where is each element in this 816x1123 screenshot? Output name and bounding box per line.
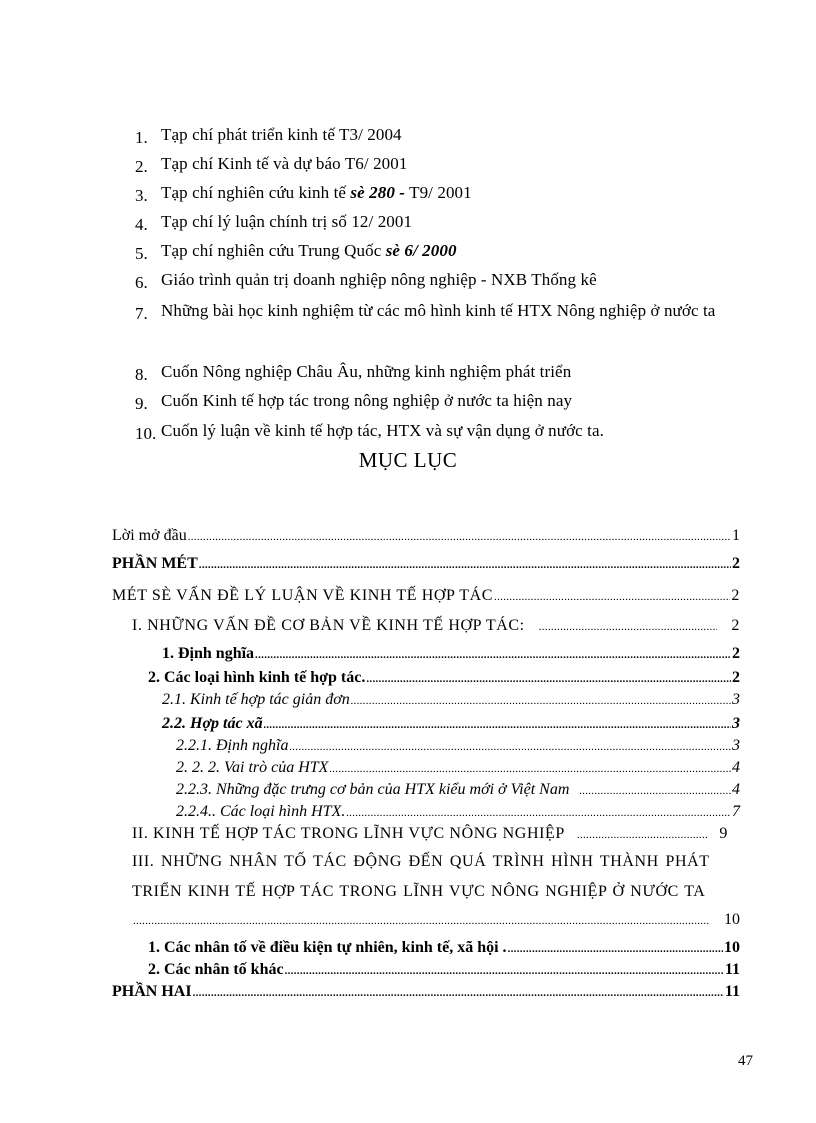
toc-leader-dots <box>255 644 731 666</box>
reference-item <box>135 120 402 149</box>
toc-entry-label: III. NHỮNG NHÂN TỐ TÁC ĐỘNG ĐẾN QUÁ TRÌNH HÌNH THÀNH PHÁT <box>132 853 710 870</box>
toc-entry[interactable] <box>112 553 740 576</box>
toc-entry-label: 2.2. Hợp tác xã <box>162 715 263 732</box>
toc-entry-label: PHẦN HAI <box>112 983 192 1000</box>
toc-entry-label: Lời mở đầu <box>112 527 187 544</box>
toc-entry-page: 2 <box>732 555 740 572</box>
toc-leader-dots <box>577 824 707 846</box>
reference-item <box>135 296 743 325</box>
toc-entry[interactable] <box>112 525 740 548</box>
toc-entry-label: PHẦN MÉT <box>112 555 198 572</box>
toc-leader-dots <box>508 938 723 960</box>
toc-entry-label: 2.2.1. Định nghĩa <box>176 737 289 754</box>
toc-entry[interactable] <box>176 757 740 780</box>
reference-number: 4. <box>135 215 148 234</box>
reference-text: Tạp chí phát triển kinh tế T3/ 2004 <box>161 125 402 144</box>
reference-number: 9. <box>135 394 148 413</box>
toc-leader-dots <box>193 982 724 1004</box>
toc-entry[interactable] <box>112 981 740 1004</box>
toc-entry-label: 1. Định nghĩa <box>162 645 255 662</box>
reference-number: 8. <box>135 365 148 384</box>
toc-entry-label-continued: TRIỂN KINH TẾ HỢP TÁC TRONG LĨNH VỰC NÔNG NGHIỆP Ở NƯỚC TA <box>132 883 706 900</box>
reference-text: Tạp chí Kinh tế và dự báo T6/ 2001 <box>161 154 408 173</box>
toc-entry-page: 11 <box>724 961 740 978</box>
toc-entry-line[interactable] <box>132 851 740 873</box>
toc-entry[interactable] <box>132 909 740 932</box>
toc-entry-label: 2. 2. 2. Vai trò của HTX <box>176 759 329 776</box>
toc-entry-page: 3 <box>732 715 740 732</box>
toc-entry[interactable] <box>176 735 740 758</box>
reference-item <box>135 178 472 207</box>
toc-entry-page: 10 <box>724 939 740 956</box>
toc-entry[interactable] <box>162 713 740 736</box>
toc-entry[interactable] <box>132 823 728 846</box>
toc-entry-line[interactable] <box>132 881 740 903</box>
toc-entry-page: 9 <box>719 825 728 842</box>
reference-item <box>135 416 604 445</box>
toc-entry-label: 2.1. Kinh tế hợp tác giản đơn <box>162 691 350 708</box>
toc-entry-page: 2 <box>731 617 740 634</box>
toc-entry-label: I. NHỮNG VẤN ĐỀ CƠ BẢN VỀ KINH TẾ HỢP TÁC: <box>132 617 525 634</box>
reference-text: Cuốn Kinh tế hợp tác trong nông nghiệp ở nước ta hiện nay <box>161 391 573 410</box>
toc-leader-dots <box>351 690 731 712</box>
toc-title: MỤC LỤC <box>358 448 458 472</box>
reference-item <box>135 265 597 294</box>
toc-leader-dots <box>494 586 730 608</box>
toc-entry-label: 2.2.4.. Các loại hình HTX. <box>176 803 346 820</box>
toc-leader-dots <box>199 554 731 576</box>
reference-number: 6. <box>135 273 148 292</box>
toc-entry-page: 4 <box>732 759 740 776</box>
toc-entry[interactable] <box>176 779 740 802</box>
toc-entry-page: 7 <box>732 803 740 820</box>
reference-item <box>135 386 572 415</box>
toc-entry[interactable] <box>148 959 740 982</box>
toc-entry-page: 1 <box>732 527 740 544</box>
toc-entry-label: MÉT SÈ VẤN ĐỀ LÝ LUẬN VỀ KINH TẾ HỢP TÁC <box>112 587 494 604</box>
toc-entry-page: 2 <box>732 669 740 686</box>
toc-entry[interactable] <box>148 937 740 960</box>
reference-text: Tạp chí nghiên cứu Trung Quốc sè 6/ 2000 <box>161 241 457 260</box>
toc-leader-dots <box>289 736 731 758</box>
toc-entry-page: 2 <box>731 587 740 604</box>
toc-entry-page: 3 <box>732 737 740 754</box>
toc-leader-dots <box>329 758 731 780</box>
reference-number: 5. <box>135 244 148 263</box>
toc-entry[interactable] <box>162 689 740 712</box>
page-number: 47 <box>738 1053 753 1069</box>
reference-text: Cuốn Nông nghiệp Châu Âu, những kinh nghiệm phát triển <box>161 362 572 381</box>
toc-entry[interactable] <box>112 585 740 608</box>
toc-entry-page: 2 <box>732 645 740 662</box>
toc-entry-label: 1. Các nhân tố về điều kiện tự nhiên, kinh tế, xã hội . <box>148 939 507 956</box>
reference-item <box>135 236 457 265</box>
toc-leader-dots <box>579 780 731 802</box>
reference-number: 3. <box>135 186 148 205</box>
toc-entry[interactable] <box>148 667 740 690</box>
reference-number: 10. <box>135 424 157 443</box>
toc-entry-label: 2. Các nhân tố khác <box>148 961 284 978</box>
reference-item <box>135 207 412 236</box>
reference-text: Tạp chí nghiên cứu kinh tế sè 280 - T9/ 2001 <box>161 183 472 202</box>
toc-entry-label: 2.2.3. Những đặc trưng cơ bản của HTX kiểu mới ở Việt Nam <box>176 781 570 798</box>
toc-leader-dots <box>346 802 731 824</box>
toc-entry-page: 11 <box>724 983 740 1000</box>
toc-entry-page: 4 <box>732 781 740 798</box>
toc-leader-dots <box>366 668 731 690</box>
toc-entry-page: 3 <box>732 691 740 708</box>
toc-leader-dots <box>133 910 710 932</box>
toc-leader-dots <box>264 714 731 736</box>
reference-text: Giáo trình quản trị doanh nghiệp nông nghiệp - NXB Thống kê <box>161 270 597 289</box>
reference-text: Tạp chí lý luận chính trị số 12/ 2001 <box>161 212 413 231</box>
toc-entry-page: 10 <box>724 911 740 928</box>
reference-text: Những bài học kinh nghiệm từ các mô hình kinh tế HTX Nông nghiệp ở nước ta <box>161 301 716 320</box>
reference-number: 1. <box>135 128 148 147</box>
toc-leader-dots <box>285 960 724 982</box>
reference-item <box>135 149 407 178</box>
reference-item <box>135 357 571 386</box>
toc-entry-label: II. KINH TẾ HỢP TÁC TRONG LĨNH VỰC NÔNG NGHIỆP <box>132 825 565 842</box>
reference-number: 2. <box>135 157 148 176</box>
toc-entry[interactable] <box>176 801 740 824</box>
toc-entry[interactable] <box>132 615 740 638</box>
toc-leader-dots <box>539 616 718 638</box>
reference-number: 7. <box>135 304 148 323</box>
toc-leader-dots <box>188 526 731 548</box>
toc-entry-label: 2. Các loại hình kinh tế hợp tác. <box>148 669 366 686</box>
reference-text: Cuốn lý luận về kinh tế hợp tác, HTX và sự vận dụng ở nước ta. <box>161 421 604 440</box>
toc-entry[interactable] <box>162 643 740 666</box>
